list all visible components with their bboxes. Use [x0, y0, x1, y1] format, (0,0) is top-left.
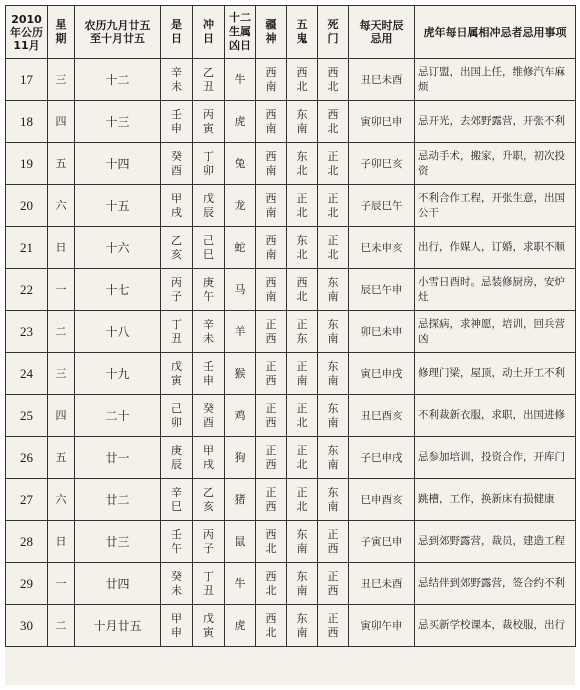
lucky-hours-cell: 卯巳未申: [349, 311, 415, 353]
weekday-cell: 三: [48, 353, 75, 395]
lunar-date-cell: 十四: [75, 143, 161, 185]
day-stem-cell: 戊寅: [161, 353, 193, 395]
header-five-ghosts: 五鬼: [287, 6, 318, 59]
table-row: [6, 143, 576, 185]
date-cell: 20: [6, 185, 48, 227]
lucky-hours-cell: 子巳申戌: [349, 437, 415, 479]
clash-cell: 甲戌: [193, 437, 225, 479]
notes-cell: 小雪日酉时。忌装修厨房，安炉灶: [415, 269, 576, 311]
death-gate-cell: 东南: [318, 479, 349, 521]
notes-cell: 忌探病，求神愿，培训，回兵营凶: [415, 311, 576, 353]
day-stem-cell: 己卯: [161, 395, 193, 437]
lunar-date-cell: 十七: [75, 269, 161, 311]
weekday-cell: 一: [48, 269, 75, 311]
death-gate-cell: 东南: [318, 353, 349, 395]
header-lucky-hours: 每天时辰忌用: [349, 6, 415, 59]
death-gate-cell: 正北: [318, 227, 349, 269]
day-stem-cell: 辛巳: [161, 479, 193, 521]
weekday-cell: 五: [48, 437, 75, 479]
almanac-table: [5, 5, 576, 647]
lunar-date-cell: 二十: [75, 395, 161, 437]
weekday-cell: 二: [48, 605, 75, 647]
lunar-date-cell: 廿三: [75, 521, 161, 563]
death-gate-cell: 正西: [318, 563, 349, 605]
header-clash: 冲日: [193, 6, 225, 59]
death-gate-cell: 正西: [318, 521, 349, 563]
day-stem-cell: 甲申: [161, 605, 193, 647]
lunar-date-cell: 廿一: [75, 437, 161, 479]
day-stem-cell: 甲戌: [161, 185, 193, 227]
lunar-date-cell: 十六: [75, 227, 161, 269]
day-stem-cell: 壬申: [161, 101, 193, 143]
day-stem-cell: 癸酉: [161, 143, 193, 185]
date-cell: 18: [6, 101, 48, 143]
lucky-hours-cell: 巳未申亥: [349, 227, 415, 269]
day-stem-cell: 丙子: [161, 269, 193, 311]
five-ghosts-cell: 东南: [287, 101, 318, 143]
day-stem-cell: 癸未: [161, 563, 193, 605]
five-ghosts-cell: 东北: [287, 227, 318, 269]
lunar-date-cell: 十二: [75, 59, 161, 101]
lucky-hours-cell: 丑巳未酉: [349, 563, 415, 605]
death-gate-cell: 西北: [318, 101, 349, 143]
weekday-cell: 日: [48, 227, 75, 269]
weekday-cell: 一: [48, 563, 75, 605]
five-ghosts-cell: 正北: [287, 185, 318, 227]
evil-spirit-cell: 西南: [256, 101, 287, 143]
date-cell: 25: [6, 395, 48, 437]
table-row: [6, 59, 576, 101]
notes-cell: 不利合作工程，开张生意，出国公干: [415, 185, 576, 227]
weekday-cell: 日: [48, 521, 75, 563]
zodiac-cell: 虎: [225, 101, 256, 143]
weekday-cell: 四: [48, 395, 75, 437]
clash-cell: 丁丑: [193, 563, 225, 605]
notes-cell: 忌到郊野露营，裁员，建造工程: [415, 521, 576, 563]
notes-cell: 忌开光，去郊野露营，开张不利: [415, 101, 576, 143]
evil-spirit-cell: 正西: [256, 311, 287, 353]
five-ghosts-cell: 正南: [287, 353, 318, 395]
evil-spirit-cell: 西南: [256, 143, 287, 185]
lucky-hours-cell: 子卯巳亥: [349, 143, 415, 185]
five-ghosts-cell: 东南: [287, 521, 318, 563]
evil-spirit-cell: 正西: [256, 437, 287, 479]
lunar-date-cell: 十五: [75, 185, 161, 227]
evil-spirit-cell: 正西: [256, 395, 287, 437]
evil-spirit-cell: 西南: [256, 227, 287, 269]
clash-cell: 庚午: [193, 269, 225, 311]
zodiac-cell: 蛇: [225, 227, 256, 269]
header-lunar: 农历九月廿五至十月廿五: [75, 6, 161, 59]
zodiac-cell: 鼠: [225, 521, 256, 563]
date-cell: 27: [6, 479, 48, 521]
five-ghosts-cell: 正东: [287, 311, 318, 353]
lunar-date-cell: 十月廿五: [75, 605, 161, 647]
clash-cell: 丙子: [193, 521, 225, 563]
weekday-cell: 三: [48, 59, 75, 101]
lunar-date-cell: 廿二: [75, 479, 161, 521]
death-gate-cell: 正北: [318, 185, 349, 227]
zodiac-cell: 虎: [225, 605, 256, 647]
clash-cell: 癸酉: [193, 395, 225, 437]
almanac-sheet: [5, 5, 575, 685]
table-row: [6, 395, 576, 437]
lucky-hours-cell: 子寅巳申: [349, 521, 415, 563]
header-row: [6, 6, 576, 59]
five-ghosts-cell: 东北: [287, 143, 318, 185]
zodiac-cell: 猴: [225, 353, 256, 395]
evil-spirit-cell: 西南: [256, 185, 287, 227]
header-death-gate: 死门: [318, 6, 349, 59]
clash-cell: 戊辰: [193, 185, 225, 227]
weekday-cell: 五: [48, 143, 75, 185]
zodiac-cell: 马: [225, 269, 256, 311]
table-row: [6, 353, 576, 395]
clash-cell: 乙丑: [193, 59, 225, 101]
zodiac-cell: 鸡: [225, 395, 256, 437]
lunar-date-cell: 十三: [75, 101, 161, 143]
evil-spirit-cell: 正西: [256, 479, 287, 521]
zodiac-cell: 龙: [225, 185, 256, 227]
date-cell: 24: [6, 353, 48, 395]
weekday-cell: 四: [48, 101, 75, 143]
evil-spirit-cell: 西北: [256, 521, 287, 563]
lucky-hours-cell: 寅卯午申: [349, 605, 415, 647]
table-row: [6, 605, 576, 647]
notes-cell: 修理门梁，屋顶，动土开工不利: [415, 353, 576, 395]
date-cell: 23: [6, 311, 48, 353]
lunar-date-cell: 十八: [75, 311, 161, 353]
death-gate-cell: 东南: [318, 311, 349, 353]
header-evil-spirit: 疆神: [256, 6, 287, 59]
header-notes: 虎年每日属相冲忌者忌用事项: [415, 6, 576, 59]
table-row: [6, 227, 576, 269]
date-cell: 30: [6, 605, 48, 647]
five-ghosts-cell: 西北: [287, 59, 318, 101]
death-gate-cell: 正西: [318, 605, 349, 647]
header-date: 2010年公历11月: [6, 6, 48, 59]
lunar-date-cell: 十九: [75, 353, 161, 395]
day-stem-cell: 辛未: [161, 59, 193, 101]
lunar-date-cell: 廿四: [75, 563, 161, 605]
evil-spirit-cell: 正西: [256, 353, 287, 395]
date-cell: 28: [6, 521, 48, 563]
clash-cell: 己巳: [193, 227, 225, 269]
notes-cell: 忌结伴到郊野露营，签合约不利: [415, 563, 576, 605]
five-ghosts-cell: 正北: [287, 395, 318, 437]
zodiac-cell: 兔: [225, 143, 256, 185]
date-cell: 17: [6, 59, 48, 101]
lucky-hours-cell: 丑巳酉亥: [349, 395, 415, 437]
death-gate-cell: 东南: [318, 395, 349, 437]
clash-cell: 戊寅: [193, 605, 225, 647]
weekday-cell: 六: [48, 185, 75, 227]
header-weekday: 星期: [48, 6, 75, 59]
notes-cell: 忌动手术，搬家，升职，初次投资: [415, 143, 576, 185]
zodiac-cell: 牛: [225, 59, 256, 101]
zodiac-cell: 牛: [225, 563, 256, 605]
evil-spirit-cell: 西南: [256, 269, 287, 311]
day-stem-cell: 丁丑: [161, 311, 193, 353]
lucky-hours-cell: 寅巳申戌: [349, 353, 415, 395]
table-row: [6, 185, 576, 227]
clash-cell: 壬申: [193, 353, 225, 395]
notes-cell: 忌参加培训，投资合作，开库门: [415, 437, 576, 479]
lucky-hours-cell: 巳申酉亥: [349, 479, 415, 521]
table-row: [6, 437, 576, 479]
evil-spirit-cell: 西南: [256, 59, 287, 101]
header-day-stem: 是日: [161, 6, 193, 59]
notes-cell: 出行，作媒人，订婚，求职不顺: [415, 227, 576, 269]
table-row: [6, 101, 576, 143]
header-zodiac: 十二生属凶日: [225, 6, 256, 59]
death-gate-cell: 正北: [318, 143, 349, 185]
zodiac-cell: 猪: [225, 479, 256, 521]
five-ghosts-cell: 东南: [287, 605, 318, 647]
five-ghosts-cell: 正北: [287, 437, 318, 479]
table-row: [6, 563, 576, 605]
evil-spirit-cell: 西北: [256, 605, 287, 647]
table-row: [6, 479, 576, 521]
clash-cell: 辛未: [193, 311, 225, 353]
notes-cell: 忌订盟，出国上任，维修汽车麻烦: [415, 59, 576, 101]
zodiac-cell: 狗: [225, 437, 256, 479]
zodiac-cell: 羊: [225, 311, 256, 353]
clash-cell: 丙寅: [193, 101, 225, 143]
lucky-hours-cell: 辰巳午申: [349, 269, 415, 311]
table-row: [6, 521, 576, 563]
lucky-hours-cell: 子辰巳午: [349, 185, 415, 227]
date-cell: 21: [6, 227, 48, 269]
notes-cell: 不利裁新衣服，求职，出国进修: [415, 395, 576, 437]
death-gate-cell: 东南: [318, 269, 349, 311]
notes-cell: 忌买新学校课本，裁校服，出行: [415, 605, 576, 647]
weekday-cell: 六: [48, 479, 75, 521]
five-ghosts-cell: 西北: [287, 269, 318, 311]
clash-cell: 丁卯: [193, 143, 225, 185]
lucky-hours-cell: 丑巳未酉: [349, 59, 415, 101]
date-cell: 29: [6, 563, 48, 605]
five-ghosts-cell: 东南: [287, 563, 318, 605]
notes-cell: 跳槽，工作，换新床有损健康: [415, 479, 576, 521]
death-gate-cell: 东南: [318, 437, 349, 479]
table-row: [6, 269, 576, 311]
clash-cell: 乙亥: [193, 479, 225, 521]
date-cell: 22: [6, 269, 48, 311]
day-stem-cell: 乙亥: [161, 227, 193, 269]
day-stem-cell: 壬午: [161, 521, 193, 563]
weekday-cell: 二: [48, 311, 75, 353]
five-ghosts-cell: 正北: [287, 479, 318, 521]
evil-spirit-cell: 西北: [256, 563, 287, 605]
date-cell: 26: [6, 437, 48, 479]
death-gate-cell: 西北: [318, 59, 349, 101]
table-row: [6, 311, 576, 353]
lucky-hours-cell: 寅卯巳申: [349, 101, 415, 143]
date-cell: 19: [6, 143, 48, 185]
day-stem-cell: 庚辰: [161, 437, 193, 479]
